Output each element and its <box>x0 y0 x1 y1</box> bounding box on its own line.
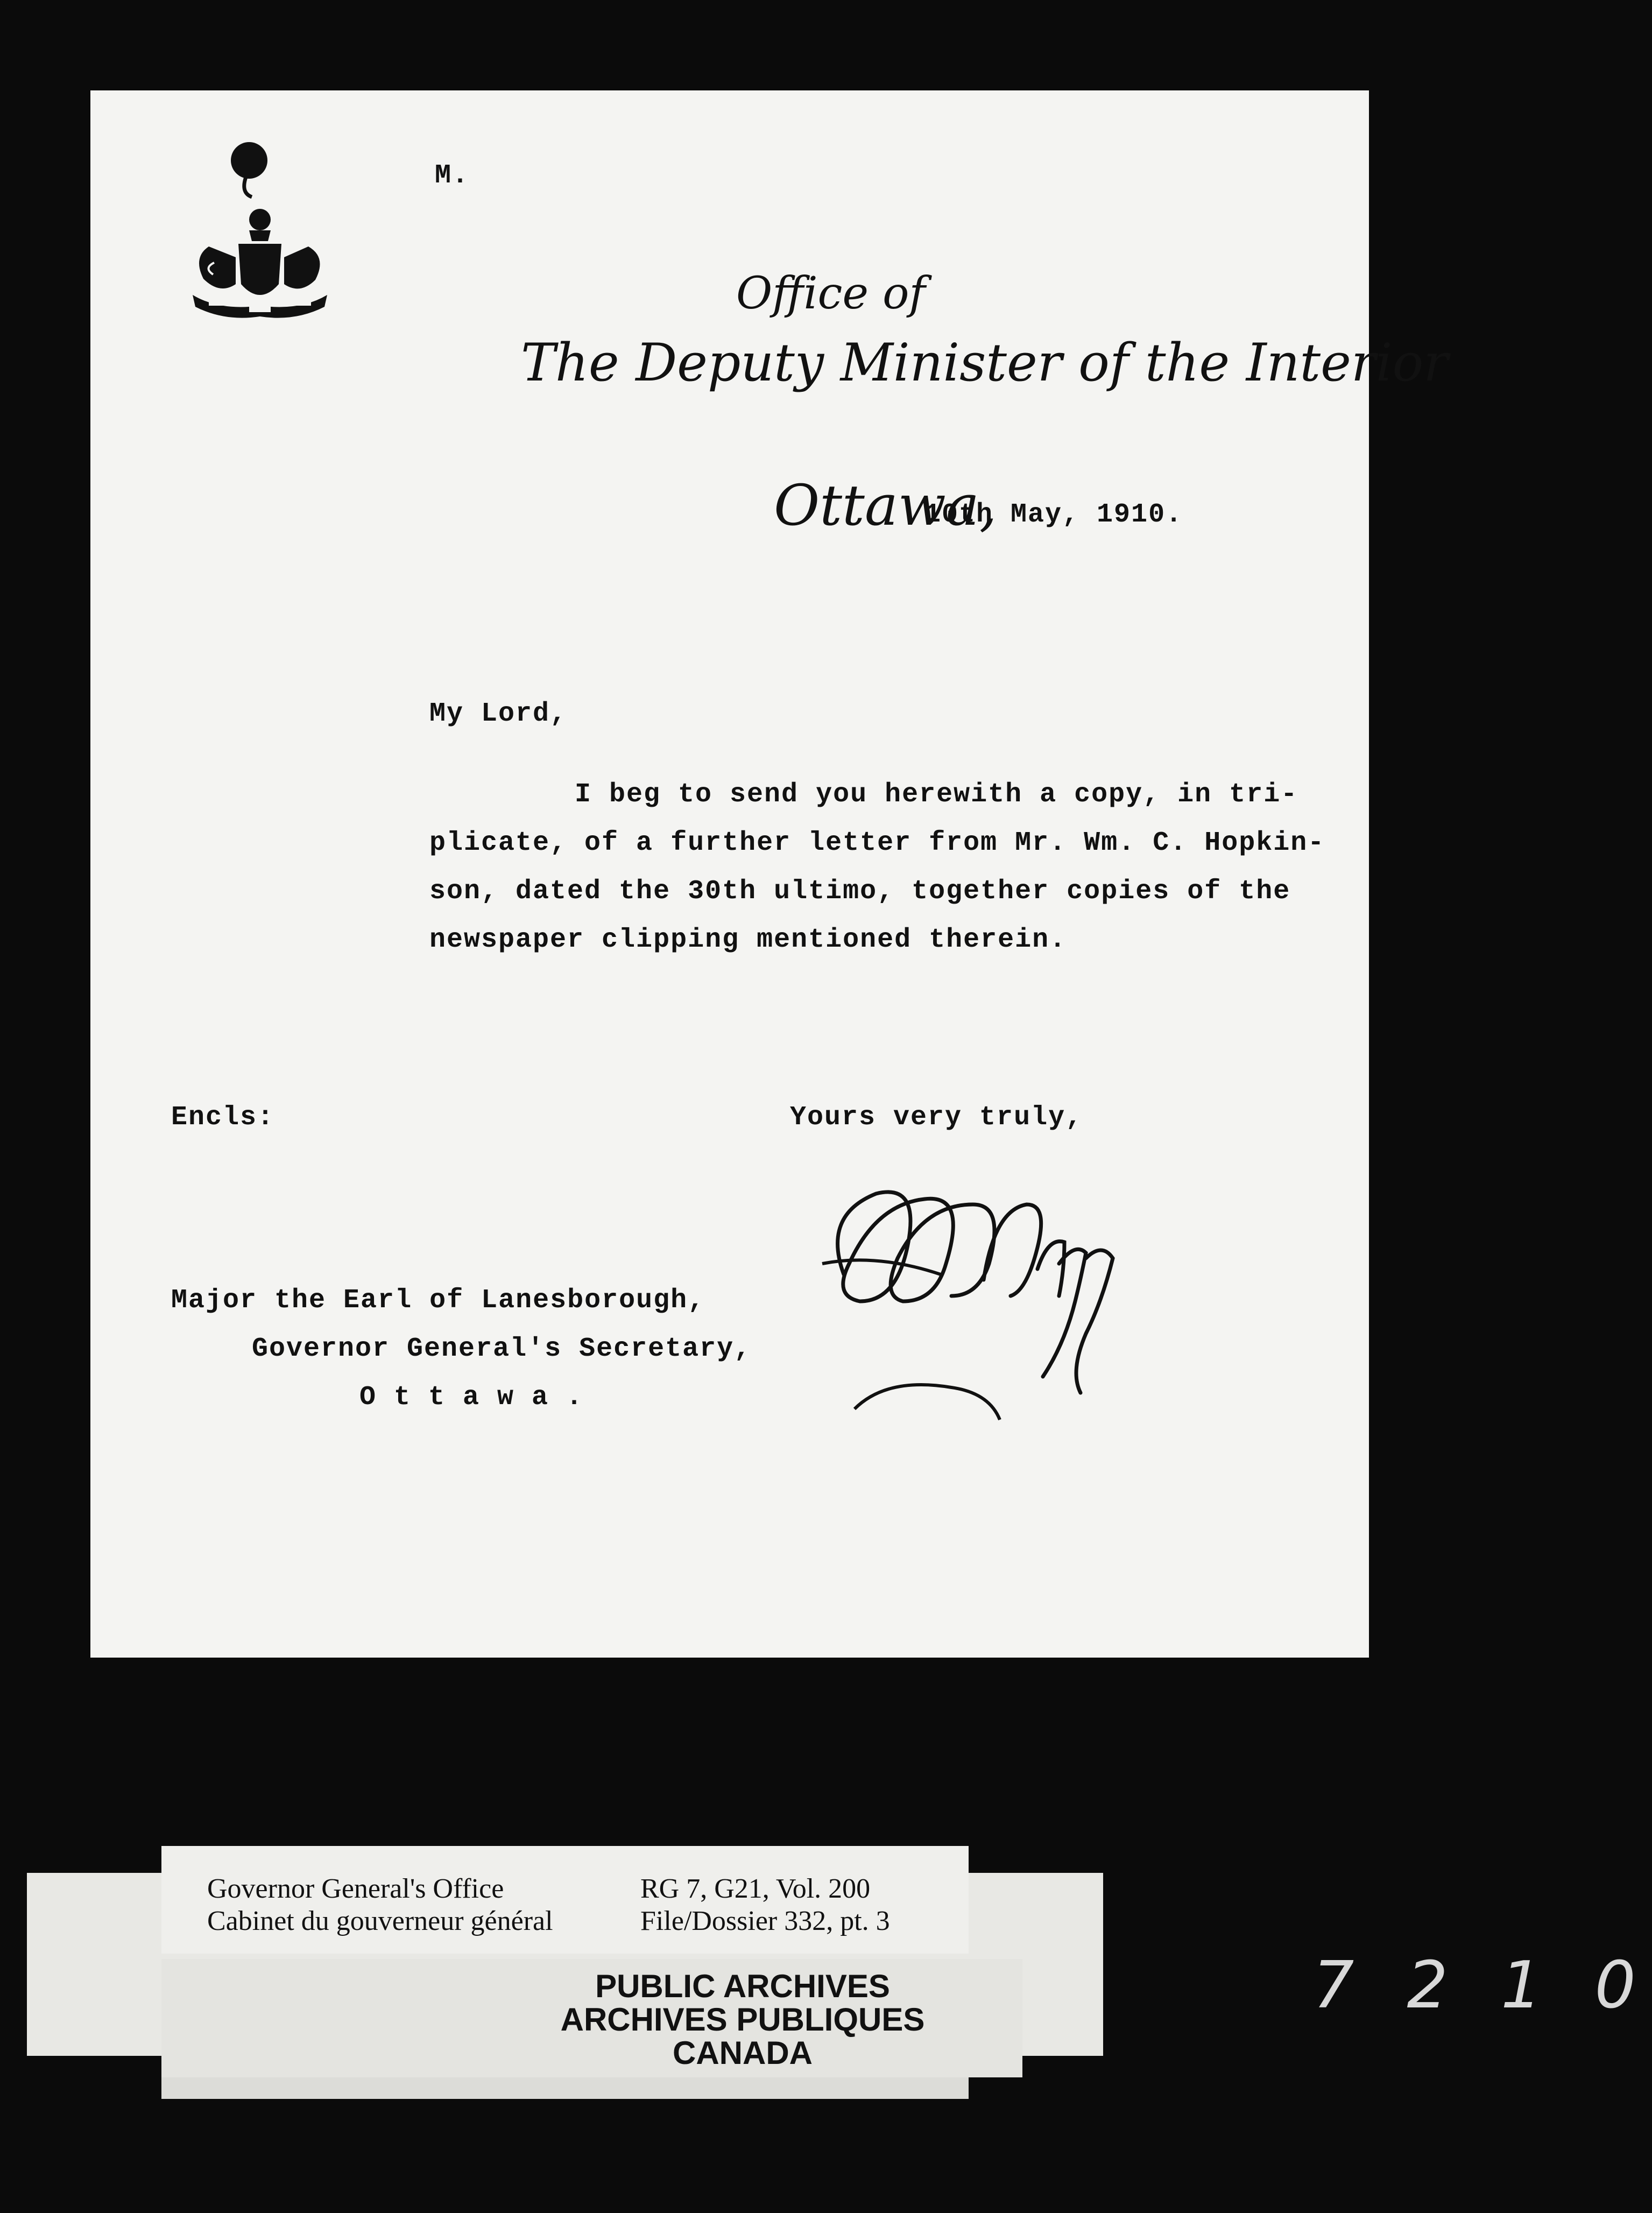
letter-initial: M. <box>435 160 470 191</box>
letter-date: 10th May, 1910. <box>924 499 1183 530</box>
letterhead-title: The Deputy Minister of the Interior <box>521 333 1449 393</box>
letterhead-office-of: Office of <box>736 268 926 319</box>
archives-line-1: PUBLIC ARCHIVES <box>595 1968 890 2004</box>
office-french: Cabinet du gouverneur général <box>207 1906 553 1936</box>
archives-line-3: CANADA <box>673 2035 813 2071</box>
archives-line-2: ARCHIVES PUBLIQUES <box>560 2001 925 2038</box>
signature-icon <box>811 1140 1145 1420</box>
letter-enclosure: Encls: <box>171 1102 275 1133</box>
archive-file: File/Dossier 332, pt. 3 <box>640 1906 890 1936</box>
letter-closing: Yours very truly, <box>790 1102 1083 1133</box>
office-english: Governor General's Office <box>207 1873 504 1904</box>
letter-body-line-2: plicate, of a further letter from Mr. Wm. C. Hopkin- <box>429 828 1325 858</box>
addressee-line-2: Governor General's Secretary, <box>252 1334 752 1364</box>
addressee-line-3: O t t a w a . <box>359 1382 584 1413</box>
addressee-line-1: Major the Earl of Lanesborough, <box>171 1285 705 1316</box>
coat-of-arms-icon <box>171 133 343 338</box>
archive-reference: RG 7, G21, Vol. 200 <box>640 1873 871 1904</box>
letter-body-line-3: son, dated the 30th ultimo, together copies of the <box>429 876 1291 907</box>
frame-number: 7 2 1 0 <box>1313 1948 1652 2023</box>
archive-label-bottom <box>161 2077 969 2099</box>
letter-body-line-4: newspaper clipping mentioned therein. <box>429 925 1067 955</box>
letter-body-line-1: I beg to send you herewith a copy, in tri- <box>575 779 1298 810</box>
letter-salutation: My Lord, <box>429 699 568 729</box>
letter-sheet <box>90 90 1449 1658</box>
letter-place: Ottawa, <box>774 473 997 538</box>
